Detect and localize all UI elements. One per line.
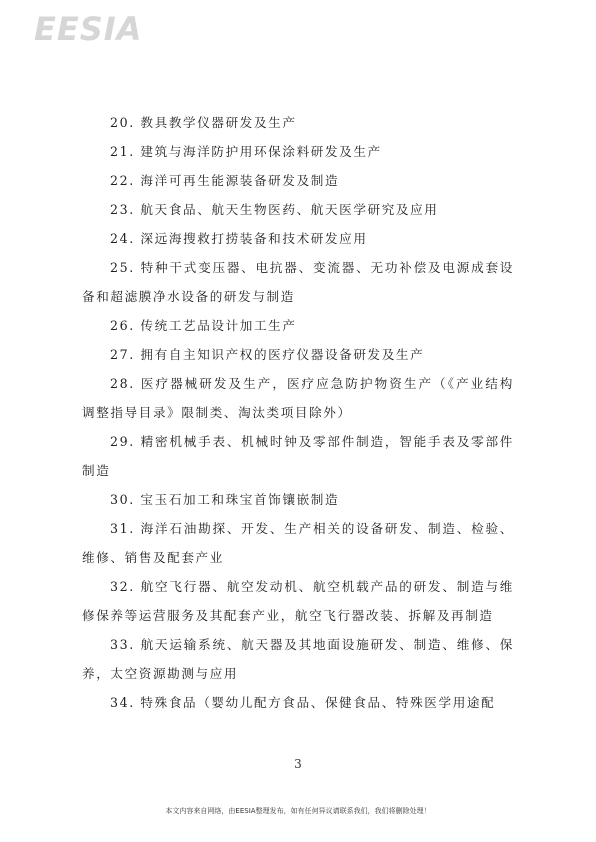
list-item: 34. 特殊食品（婴幼儿配方食品、保健食品、特殊医学用途配 xyxy=(110,695,496,710)
list-item: 24. 深远海搜救打捞装备和技术研发应用 xyxy=(110,231,368,246)
document-body xyxy=(82,108,514,717)
list-item: 33. 航天运输系统、航天器及其地面设施研发、制造、维修、保养，太空资源勘测与应用 xyxy=(82,637,514,681)
list-item: 29. 精密机械手表、机械时钟及零部件制造，智能手表及零部件制造 xyxy=(82,434,514,478)
list-item: 21. 建筑与海洋防护用环保涂料研发及生产 xyxy=(110,144,382,159)
eesia-logo: EESIA xyxy=(34,10,143,48)
page-number: 3 xyxy=(294,757,302,771)
list-item: 25. 特种干式变压器、电抗器、变流器、无功补偿及电源成套设备和超滤膜净水设备的研发与制造 xyxy=(82,260,514,304)
list-item: 23. 航天食品、航天生物医药、航天医学研究及应用 xyxy=(110,202,439,217)
list-item: 28. 医疗器械研发及生产，医疗应急防护物资生产（《产业结构调整指导目录》限制类、淘汰类项目除外） xyxy=(82,376,514,420)
footer-disclaimer: 本文内容来自网络，由EESIA整理发布，如有任何异议请联系我们，我们将删除处理！ xyxy=(165,807,431,815)
list-item: 20. 教具教学仪器研发及生产 xyxy=(110,115,297,130)
list-item: 30. 宝玉石加工和珠宝首饰镶嵌制造 xyxy=(110,492,340,507)
list-item: 32. 航空飞行器、航空发动机、航空机载产品的研发、制造与维修保养等运营服务及其配套产业，航空飞行器改装、拆解及再制造 xyxy=(82,579,514,623)
list-item: 22. 海洋可再生能源装备研发及制造 xyxy=(110,173,340,188)
list-item: 27. 拥有自主知识产权的医疗仪器设备研发及生产 xyxy=(110,347,425,362)
list-item: 31. 海洋石油勘探、开发、生产相关的设备研发、制造、检验、维修、销售及配套产业 xyxy=(82,521,514,565)
list-item: 26. 传统工艺品设计加工生产 xyxy=(110,318,297,333)
